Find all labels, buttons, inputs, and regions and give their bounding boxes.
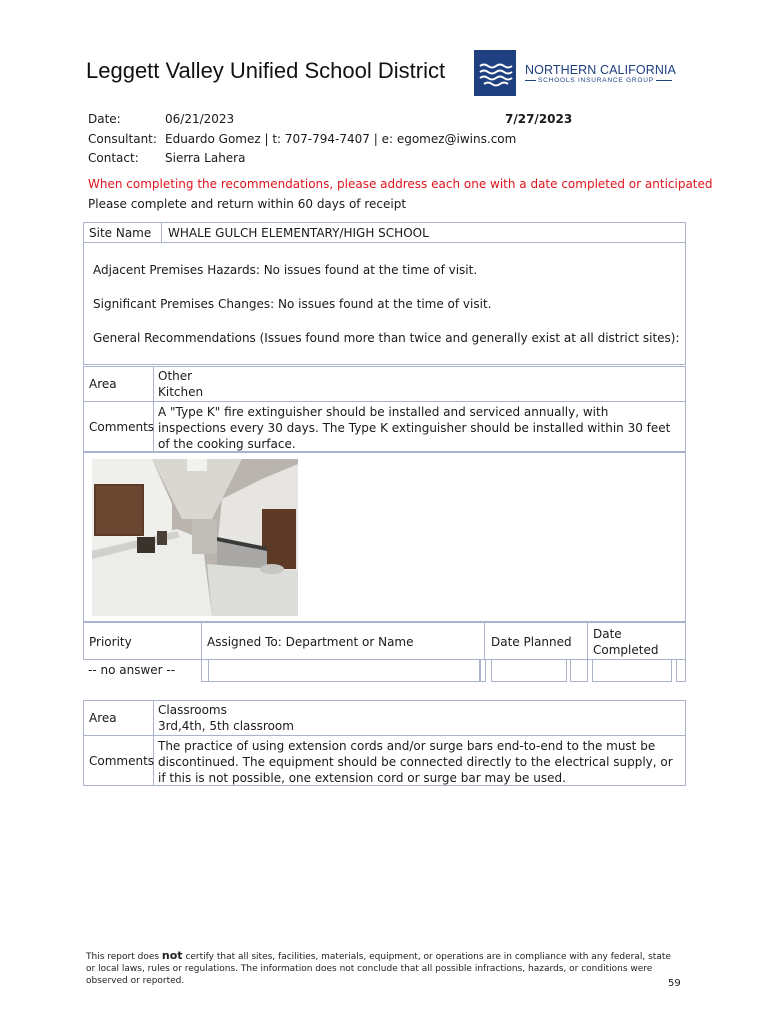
consultant-label: Consultant: [88,132,157,146]
item1-area-line2: Kitchen [158,385,204,399]
disclaimer [86,950,681,987]
item1-comments: A "Type K" fire extinguisher should be installed and serviced annually, with inspections every 30 days. The Type K extinguisher should be installed within 30 feet of the cooking surface. [158,405,671,451]
report-date: 7/27/2023 [505,112,573,126]
nocsig-logo [474,50,674,96]
item1-area-label: Area [89,377,117,391]
item2-col-divider [153,700,154,786]
assigned-edge-field[interactable] [480,659,486,682]
response-col-2 [484,622,485,660]
kitchen-photo [92,459,298,616]
date-completed-label-2: Completed [593,643,659,657]
date-value: 06/21/2023 [165,112,235,126]
instruction-text: Please complete and return within 60 days of receipt [88,197,407,211]
item1-comments-label: Comments [89,420,155,434]
assigned-label: Assigned To: Department or Name [207,635,414,649]
disclaimer-post: certify that all sites, facilities, materials, equipment, or operations are in compliance with any federal, state or local laws, rules or regulations. The information does not conclude that all possible infractions, hazards, or conditions were observed or reported. [86,952,671,986]
item1-divider [83,401,686,402]
item2-area-line1: Classrooms [158,703,227,717]
disclaimer-pre: This report does [86,952,162,962]
assigned-to-field[interactable] [208,659,480,682]
date-label: Date: [88,112,121,126]
site-name-label: Site Name [89,226,152,240]
item2-divider [83,735,686,736]
response-col-1 [201,622,202,660]
completed-edge-field[interactable] [676,659,686,682]
disclaimer-emphasis: not [161,949,183,962]
significant-changes: Significant Premises Changes: No issues found at the time of visit. [93,297,492,311]
site-col-divider [161,222,162,243]
contact-value: Sierra Lahera [165,151,246,165]
contact-label: Contact: [88,151,139,165]
logo-rule-left [525,80,536,81]
district-title: Leggett Valley Unified School District [86,58,446,83]
adjacent-hazards: Adjacent Premises Hazards: No issues found at the time of visit. [93,263,478,277]
item2-comments: The practice of using extension cords and/or surge bars end-to-end to the must be discontinued. The equipment should be connected directly to the electrical supply, or if this is not possible, one extension cord or surge bar may be used. [158,739,673,785]
date-planned-label: Date Planned [491,635,572,649]
planned-edge-field[interactable] [570,659,588,682]
date-planned-field[interactable] [491,659,567,682]
logo-text-secondary: SCHOOLS INSURANCE GROUP [538,77,654,84]
consultant-value: Eduardo Gomez | t: 707-794-7407 | e: egomez@iwins.com [165,132,517,146]
date-completed-field[interactable] [592,659,672,682]
item2-area-label: Area [89,711,117,725]
item1-area-line1: Other [158,369,193,383]
site-name-value: WHALE GULCH ELEMENTARY/HIGH SCHOOL [168,226,429,240]
logo-mark-icon [474,50,516,96]
site-divider [83,242,686,243]
date-completed-label-1: Date [593,627,622,641]
logo-rule-right [656,80,672,81]
response-col-3 [587,622,588,660]
item2-comments-label: Comments [89,754,155,768]
item2-area-line2: 3rd,4th, 5th classroom [158,719,294,733]
priority-value: -- no answer -- [88,663,176,677]
general-recommendations: General Recommendations (Issues found more than twice and generally exist at all district sites): [93,331,680,345]
logo-text-primary: NORTHERN CALIFORNIA [525,63,676,77]
page-number: 59 [668,978,681,989]
item1-col-divider [153,366,154,452]
priority-label: Priority [89,635,132,649]
instruction-warning: When completing the recommendations, please address each one with a date completed or anticipated [88,177,713,191]
